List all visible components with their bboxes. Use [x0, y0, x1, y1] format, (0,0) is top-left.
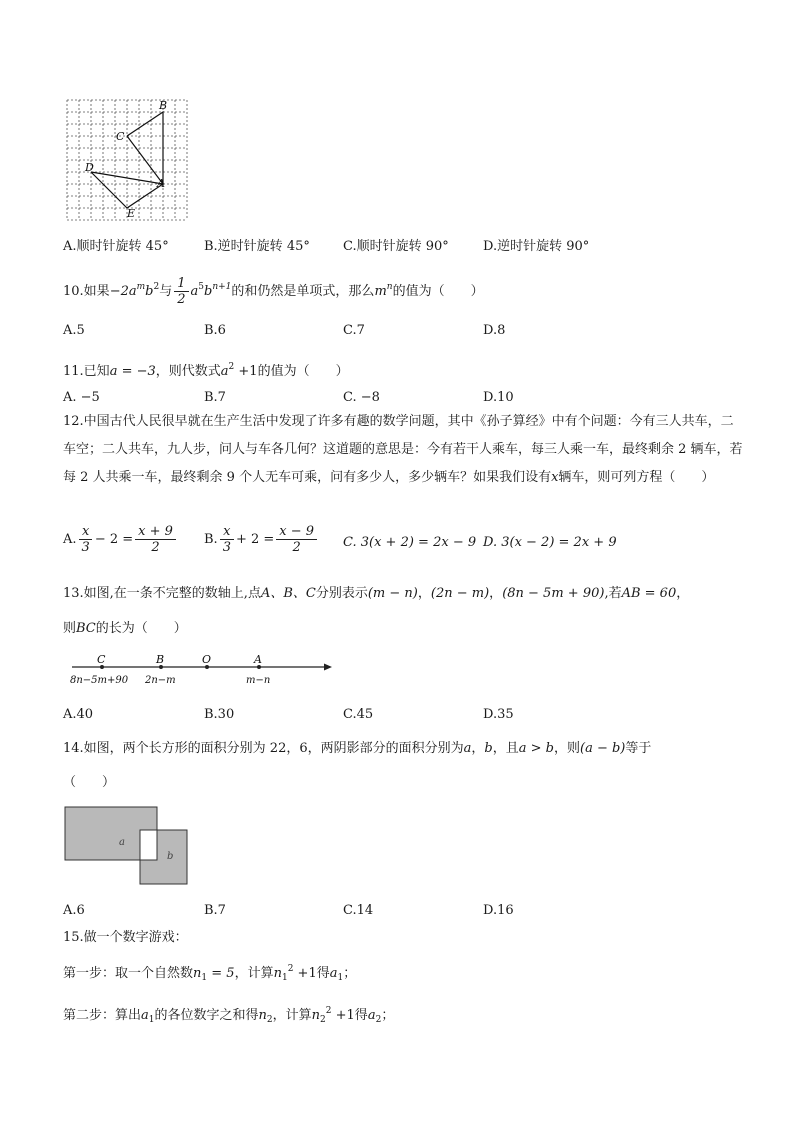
q13-option-d[interactable]: D.35: [483, 707, 514, 722]
q13-option-b[interactable]: B.30: [204, 707, 235, 722]
label-C: C: [116, 130, 125, 143]
q9-option-c[interactable]: C.顺时针旋转 90°: [343, 239, 449, 254]
q12-option-c[interactable]: C. 3(x + 2) = 2x − 9: [343, 535, 477, 550]
q14-option-b[interactable]: B.7: [204, 903, 226, 918]
rectangles-figure: [64, 806, 190, 886]
q13-option-c[interactable]: C.45: [343, 707, 374, 722]
q14-stem-line1: 14.如图，两个长方形的面积分别为 22，6，两阴影部分的面积分别为a，b，且a > b，则(a − b)等于: [63, 741, 652, 756]
q11-stem: 11.已知a = −3，则代数式$a^2 +1$的值为（ ）: [63, 362, 349, 379]
q12-stem: 12.中国古代人民很早就在生产生活中发现了许多有趣的数学问题，其中《孙子算经》中有个问题：今有三人共车，二车空；二人共车，九人步，问人与车各几何？这道题的意思是：今有若干人乘车，每三人乘一车，最终剩余 2 辆车，若每 2 人共乘一车，最终剩余 9 个人无车可乘，问有多少人，多少辆车？如果我们设有x辆车，则可列方程（ ）: [63, 414, 743, 485]
q10-fraction: $\frac{1}{2}$: [174, 276, 188, 307]
axis-point-A: A: [254, 653, 262, 666]
q9-option-b[interactable]: B.逆时针旋转 45°: [204, 239, 310, 254]
q13-option-a[interactable]: A.40: [63, 707, 94, 722]
q11-option-d[interactable]: D.10: [483, 390, 514, 405]
rotation-grid-figure: [64, 96, 192, 224]
q15-step1: 第一步：取一个自然数$n_1 = 5$，计算$n_1^2 +1$得$a_1$；: [63, 964, 357, 983]
shaded-label-a: a: [119, 837, 125, 848]
q10-option-a[interactable]: A.5: [63, 323, 85, 338]
axis-value-A: m−n: [246, 675, 271, 686]
q14-stem-line2: （ ）: [63, 775, 116, 790]
axis-value-B: 2n−m: [145, 675, 176, 686]
q10-option-b[interactable]: B.6: [204, 323, 226, 338]
label-B: B: [159, 99, 168, 112]
label-D: D: [85, 161, 94, 174]
q12-option-d[interactable]: D. 3(x − 2) = 2x + 9: [483, 535, 617, 550]
q14-option-a[interactable]: A.6: [63, 903, 85, 918]
q15-title: 15.做一个数字游戏：: [63, 930, 188, 945]
q13-stem-line1: 13.如图,在一条不完整的数轴上,点A、B、C分别表示(m − n)，(2n − m)，(8n − 5m + 90),若AB = 60，: [63, 586, 690, 601]
number-line-figure: [66, 650, 338, 690]
q10-option-d[interactable]: D.8: [483, 323, 506, 338]
q10-stem: 10.如果$-2a^mb^2$与 $\frac{1}{2}$ $a^5b^{n+1}$的和仍然是单项式，那么$m^n$的值为（ ）: [63, 276, 484, 307]
axis-point-B: B: [156, 653, 165, 666]
q15-step2: 第二步：算出$a_1$的各位数字之和得$n_2$，计算$n_2^2 +1$得$a_2$；: [63, 1006, 395, 1025]
q11-option-a[interactable]: A. −5: [63, 390, 100, 405]
q12-option-a[interactable]: A. $\frac{x}{3}$ − 2 = $\frac{x + 9}{2}$: [63, 524, 178, 555]
q9-option-a[interactable]: A.顺时针旋转 45°: [63, 239, 169, 254]
label-A: A: [157, 177, 165, 190]
q11-option-b[interactable]: B.7: [204, 390, 226, 405]
axis-point-O: O: [202, 653, 212, 666]
axis-point-C: C: [97, 653, 106, 666]
axis-value-C: 8n−5m+90: [70, 675, 129, 686]
q13-stem-line2: 则BC的长为（ ）: [63, 621, 187, 636]
q9-option-d[interactable]: D.逆时针旋转 90°: [483, 239, 590, 254]
q14-option-d[interactable]: D.16: [483, 903, 514, 918]
q10-option-c[interactable]: C.7: [343, 323, 365, 338]
q12-option-b[interactable]: B. $\frac{x}{3}$ + 2 = $\frac{x - 9}{2}$: [204, 524, 319, 555]
label-E: E: [127, 207, 136, 220]
shaded-label-b: b: [167, 851, 174, 862]
q11-option-c[interactable]: C. −8: [343, 390, 380, 405]
q14-option-c[interactable]: C.14: [343, 903, 374, 918]
